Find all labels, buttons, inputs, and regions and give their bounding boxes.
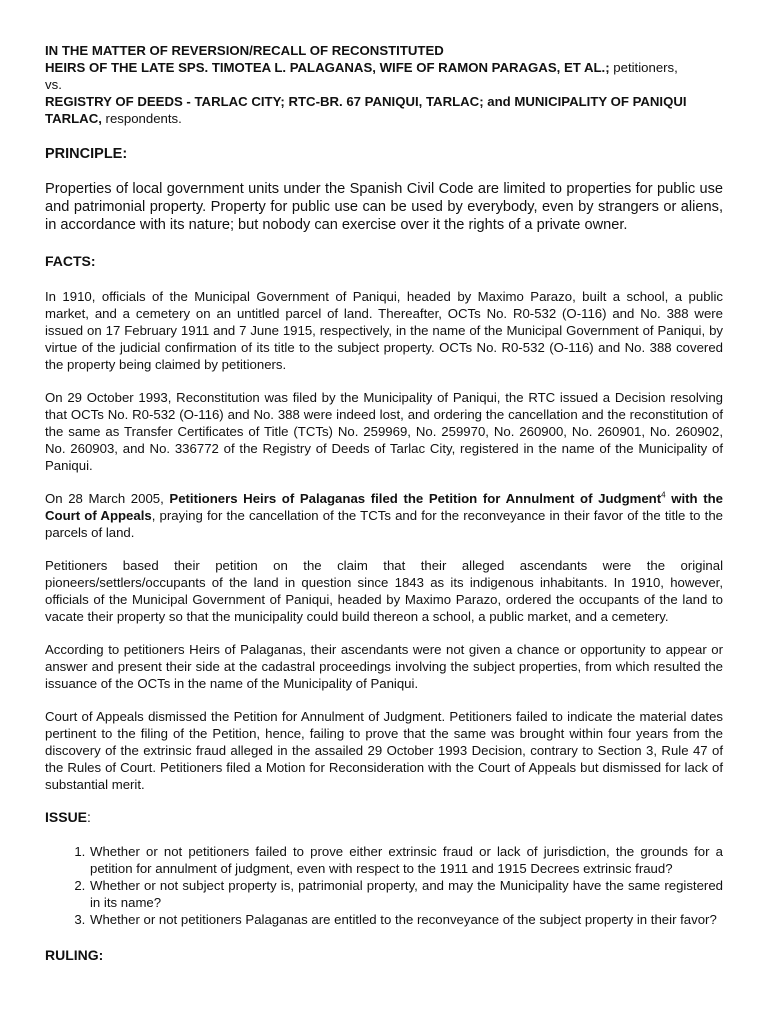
issue-list: [45, 843, 723, 928]
caption-petitioners: [45, 59, 723, 76]
issue-heading-colon: :: [87, 809, 91, 825]
respondents-role: respondents.: [101, 111, 182, 126]
facts-paragraph-4: Petitioners based their petition on the claim that their alleged ascendants were the original pioneers/settlers/occupants of the land in question since 1843 as its indigenous inhabitants. In 1910, however, officials of the Municipal Government of Paniqui, headed by Maximo Parazo, ordered the occupants of the land to vacate their property so that the municipality could build thereon a school, a public market, and a cemetery.: [45, 558, 723, 624]
facts-paragraph-6: Court of Appeals dismissed the Petition for Annulment of Judgment. Petitioners failed to indicate the material dates pertinent to the filing of the Petition, hence, failing to prove that the same was brought within four years from the discovery of the extrinsic fraud alleged in the assailed 29 October 1993 Decision, contrary to Section 3, Rule 47 of the Rules of Court. Petitioners filed a Motion for Reconsideration with the Court of Appeals but dismissed for lack of substantial merit.: [45, 709, 723, 792]
issue-heading-text: ISSUE: [45, 809, 88, 825]
caption-vs: vs.: [45, 77, 62, 92]
facts-paragraph-3: [45, 490, 723, 541]
issue-item-3: 3. Whether or not petitioners Palaganas are entitled to the reconveyance of the subject property in their favor?: [89, 911, 723, 928]
facts-paragraph-5: According to petitioners Heirs of Palaganas, their ascendants were not given a chance or opportunity to appear or answer and present their side at the cadastral proceedings involving the subject properties, from which resulted the issuance of the OCTs in the name of the Municipality of Paniqui.: [45, 642, 723, 691]
facts-paragraph-1: In 1910, officials of the Municipal Government of Paniqui, headed by Maximo Parazo, built a school, a public market, and a cemetery on an untitled parcel of land. Thereafter, OCTs No. R0-532 (O-116) and No. 388 were issued on 17 February 1911 and 7 June 1915, respectively, in the name of the Municipal Government of Paniqui, by virtue of the judicial confirmation of its title to the subject property. OCTs No. R0-532 (O-116) and No. 388 covered the property being claimed by petitioners.: [45, 289, 723, 372]
caption-line-1: IN THE MATTER OF REVERSION/RECALL OF RECONSTITUTED: [45, 43, 444, 58]
petitioners-names: HEIRS OF THE LATE SPS. TIMOTEA L. PALAGANAS, WIFE OF RAMON PARAGAS, ET AL.;: [45, 60, 610, 75]
issue-heading: [45, 809, 723, 825]
facts-p3-end: , praying for the cancellation of the TCTs and for the reconveyance in their favor of the title to the parcels of land.: [45, 508, 724, 540]
facts-p3-bold: Petitioners Heirs of Palaganas filed the Petition for Annulment of Judgment: [169, 491, 662, 506]
case-caption: [45, 42, 723, 127]
respondents-names: REGISTRY OF DEEDS - TARLAC CITY; RTC-BR. 67 PANIQUI, TARLAC; and MUNICIPALITY OF PANIQUI TARLAC,: [45, 94, 687, 126]
document-page: [45, 42, 723, 963]
petitioners-role: petitioners,: [609, 60, 678, 75]
facts-paragraph-2: On 29 October 1993, Reconstitution was filed by the Municipality of Paniqui, the RTC issued a Decision resolving that OCTs No. R0-532 (O-116) and No. 388 were indeed lost, and ordering the cancellation and the reconstitution of the same as Transfer Certificates of Title (TCTs) No. 259969, No. 259970, No. 260900, No. 260901, No. 260902, No. 260903, and No. 336772 of the Registry of Deeds of Tarlac City, registered in the name of the Municipality of Paniqui.: [45, 390, 723, 473]
footnote-reference[interactable]: 4: [661, 490, 666, 500]
facts-p3-start: On 28 March 2005,: [45, 491, 170, 506]
issue-item-2: 2. Whether or not subject property is, patrimonial property, and may the Municipality have the same registered in its name?: [89, 877, 723, 911]
ruling-heading: RULING:: [45, 947, 104, 963]
principle-heading: PRINCIPLE:: [45, 146, 128, 162]
issue-item-1: 1. Whether or not petitioners failed to prove either extrinsic fraud or lack of jurisdiction, the grounds for a petition for annulment of judgment, even with respect to the 1911 and 1915 Decrees extrinsic fraud?: [89, 843, 723, 877]
facts-p3-bold-2: with the Court of Appeals: [45, 491, 723, 523]
principle-text: Properties of local government units under the Spanish Civil Code are limited to properties for public use and patrimonial property. Property for public use can be used by everybody, even by strangers or aliens, in accordance with its nature; but nobody can exercise over it the rights of a private owner.: [45, 181, 723, 233]
facts-heading: FACTS:: [45, 253, 96, 269]
caption-respondents: [45, 93, 723, 127]
